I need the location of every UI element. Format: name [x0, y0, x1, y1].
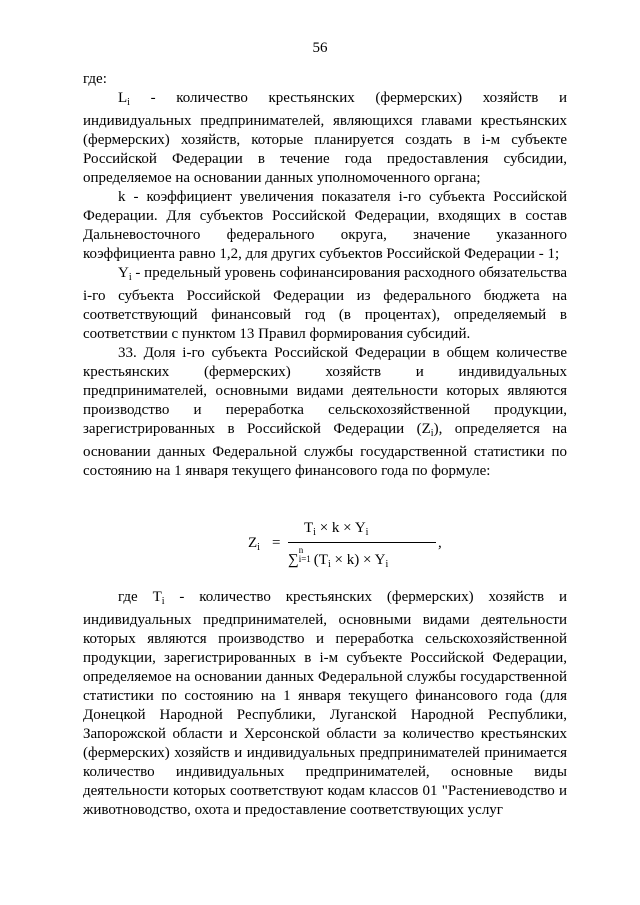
- formula-lhs: $Z_i$: [248, 535, 260, 553]
- formula-zi: [0, 520, 640, 572]
- clause-33-z-subscript: i: [430, 428, 434, 439]
- formula-numerator: $T_i \times k \times Y_i$: [304, 520, 369, 538]
- definition-t-prefix: где T: [118, 589, 162, 605]
- definition-t: [83, 588, 567, 820]
- formula-equals: =: [272, 535, 281, 551]
- symbol-l-subscript: i: [127, 97, 130, 108]
- definitions-block: [83, 70, 567, 481]
- symbol-l: L: [118, 90, 128, 106]
- definition-l-text: - количество крестьянских (фермерских) хозяйств и индивидуальных предпринимателей, являющихся главами крестьянских (фермерских) хозяйств, которые планируется создать в i-м субъекте Российской Федерации в течение года предоставления субсидии, определяемое на основании данных уполномоченного органа;: [83, 90, 567, 186]
- sum-sign: ∑: [288, 552, 299, 568]
- definition-y-text: - предельный уровень софинансирования расходного обязательства i-го субъекта Российской Федерации из федерального бюджета на соответствующий финансовый год (в процентах), определяемый в соответствии с пунктом 13 Правил формирования субсидий.: [83, 265, 567, 342]
- definition-t-text: - количество крестьянских (фермерских) хозяйств и индивидуальных предпринимателей, основными видами деятельности которых являются производство и переработка сельскохозяйственной продукции, зарегистрированных в i-м субъекте Российской Федерации, определяемое на основании данных Федеральной службы государственной статистики по состоянию на 1 января текущего финансового года (для Донецкой Народной Республики, Луганской Народной Республики, Запорожской области и Херсонской области за количество крестьянских (фермерских) хозяйств и индивидуальных предпринимателей принимается количество индивидуальных предпринимателей, основные виды деятельности которых соответствуют кодам классов 01 "Растениеводство и животноводство, охота и предоставление соответствующих услуг: [83, 589, 567, 818]
- t-definition-block: [83, 588, 567, 820]
- formula-denominator: ∑n i=1 $(T_i \times k) \times Y_i$: [288, 545, 389, 570]
- sum-limits: n i=1: [298, 545, 311, 564]
- formula-comma: ,: [438, 535, 442, 551]
- page-number: 56: [312, 40, 328, 56]
- definition-t-subscript: i: [161, 596, 165, 607]
- clause-33-text-before: 33. Доля i-го субъекта Российской Федерации в общем количестве крестьянских (фермерских) хозяйств и индивидуальных предпринимателей, основными видами деятельности которых являются производство и переработка сельскохозяйственной продукции, зарегистрированных в Российской Федерации (Z: [83, 345, 567, 437]
- symbol-y: Y: [118, 265, 129, 281]
- symbol-y-subscript: i: [128, 272, 132, 283]
- clause-33-text-after: ), определяется на основании данных Федеральной службы государственной статистики по состоянию на 1 января текущего финансового года по формуле:: [83, 421, 568, 479]
- definition-k: k - коэффициент увеличения показателя i-го субъекта Российской Федерации. Для субъектов Российской Федерации, входящих в состав Дальневосточного федерального округа, значение указанного коэффициента равно 1,2, для других субъектов Российской Федерации - 1;: [83, 189, 567, 262]
- definition-l: [83, 89, 567, 188]
- where-label: где:: [83, 71, 107, 87]
- formula-fraction-bar: [288, 542, 436, 543]
- clause-33: [83, 344, 567, 481]
- definition-y: [83, 264, 567, 344]
